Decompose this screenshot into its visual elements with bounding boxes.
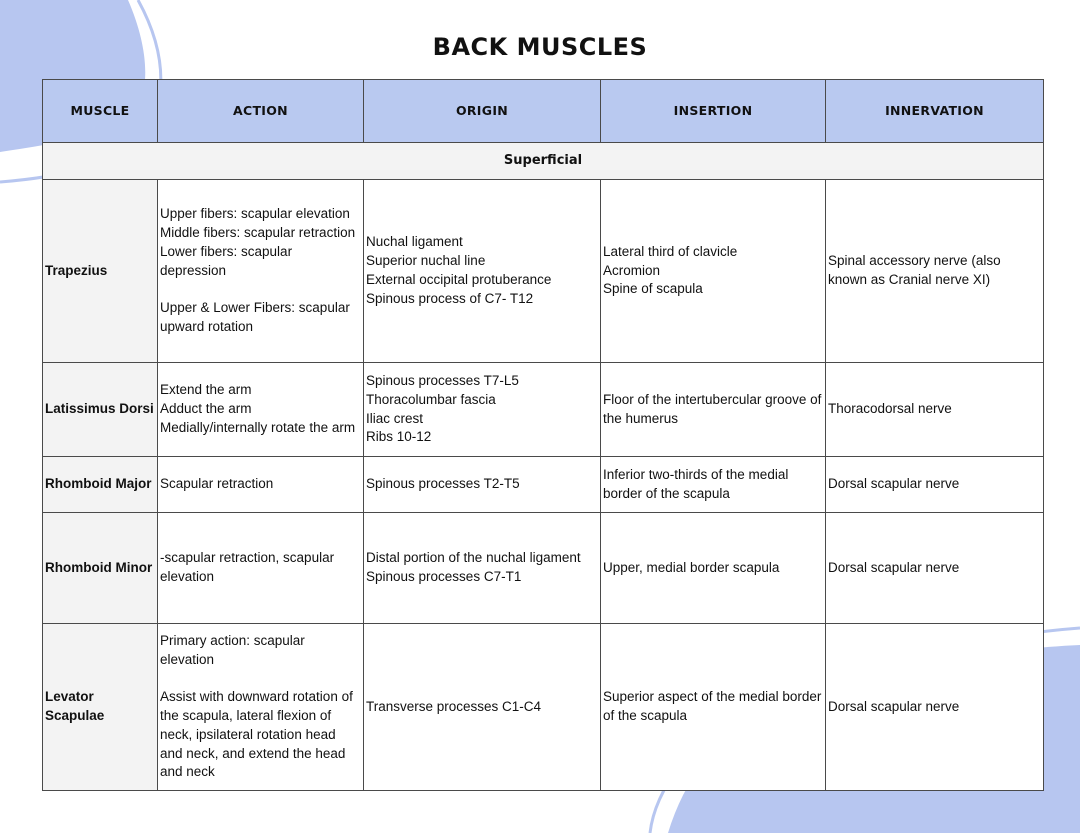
muscle-name: Levator Scapulae	[43, 624, 158, 791]
muscle-name: Rhomboid Minor	[43, 513, 158, 624]
innervation-cell: Thoracodorsal nerve	[826, 363, 1044, 457]
back-muscles-table	[42, 79, 1044, 791]
action-cell: -scapular retraction, scapular elevation	[158, 513, 364, 624]
insertion-cell: Lateral third of clavicle Acromion Spine of scapula	[601, 180, 826, 363]
origin-cell: Spinous processes T2-T5	[364, 457, 601, 513]
origin-cell: Nuchal ligament Superior nuchal line External occipital protuberance Spinous process of C7- T12	[364, 180, 601, 363]
section-label: Superficial	[43, 143, 1044, 180]
muscle-name: Trapezius	[43, 180, 158, 363]
header-action: ACTION	[158, 80, 364, 143]
action-cell: Upper fibers: scapular elevation Middle fibers: scapular retraction Lower fibers: scapular depression Upper & Lower Fibers: scapular upward rotation	[158, 180, 364, 363]
innervation-cell: Dorsal scapular nerve	[826, 624, 1044, 791]
action-cell: Extend the arm Adduct the arm Medially/internally rotate the arm	[158, 363, 364, 457]
table-row	[43, 513, 1044, 624]
action-cell: Primary action: scapular elevation Assist with downward rotation of the scapula, lateral flexion of neck, ipsilateral rotation head and neck, and extend the head and neck	[158, 624, 364, 791]
insertion-cell: Floor of the intertubercular groove of the humerus	[601, 363, 826, 457]
page-title: BACK MUSCLES	[432, 33, 648, 61]
insertion-cell: Superior aspect of the medial border of the scapula	[601, 624, 826, 791]
header-row	[43, 80, 1044, 143]
origin-cell: Distal portion of the nuchal ligament Spinous processes C7-T1	[364, 513, 601, 624]
header-insertion: INSERTION	[601, 80, 826, 143]
insertion-cell: Inferior two-thirds of the medial border of the scapula	[601, 457, 826, 513]
innervation-cell: Spinal accessory nerve (also known as Cranial nerve XI)	[826, 180, 1044, 363]
table-row	[43, 457, 1044, 513]
origin-cell: Transverse processes C1-C4	[364, 624, 601, 791]
table-row	[43, 363, 1044, 457]
innervation-cell: Dorsal scapular nerve	[826, 513, 1044, 624]
action-cell: Scapular retraction	[158, 457, 364, 513]
table-row	[43, 180, 1044, 363]
muscle-name: Latissimus Dorsi	[43, 363, 158, 457]
innervation-cell: Dorsal scapular nerve	[826, 457, 1044, 513]
table-row	[43, 624, 1044, 791]
header-innervation: INNERVATION	[826, 80, 1044, 143]
origin-cell: Spinous processes T7-L5 Thoracolumbar fascia Iliac crest Ribs 10-12	[364, 363, 601, 457]
insertion-cell: Upper, medial border scapula	[601, 513, 826, 624]
section-row	[43, 143, 1044, 180]
header-muscle: MUSCLE	[43, 80, 158, 143]
header-origin: ORIGIN	[364, 80, 601, 143]
muscle-name: Rhomboid Major	[43, 457, 158, 513]
